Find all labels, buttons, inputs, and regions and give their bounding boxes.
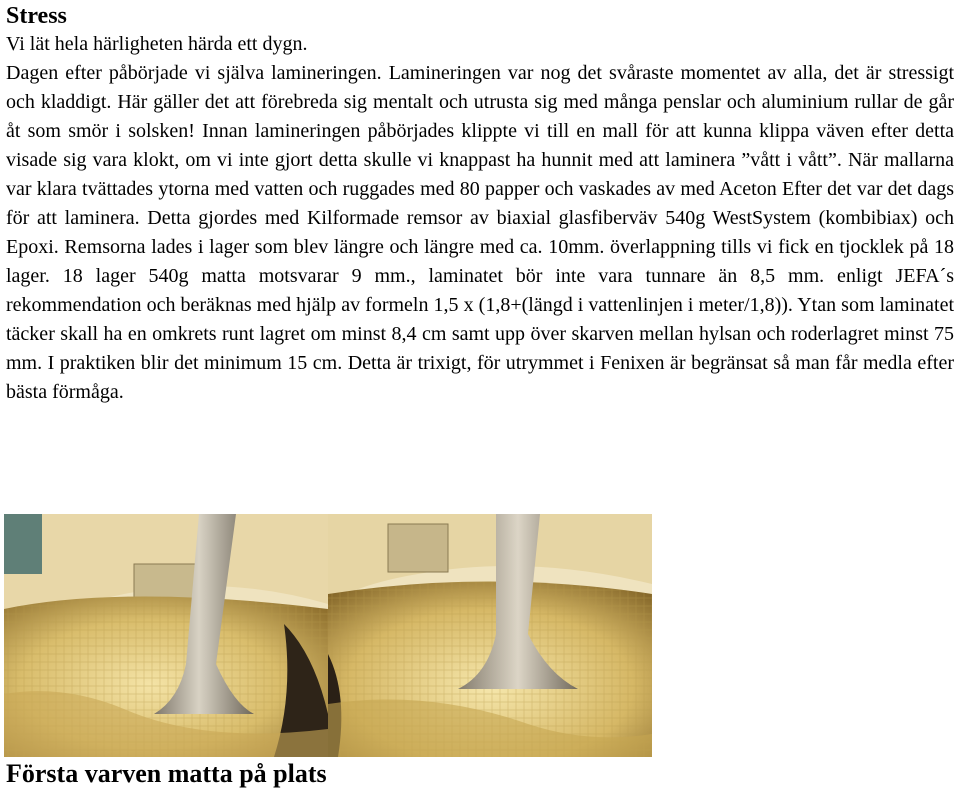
- document-page: [6, 0, 956, 407]
- photo-row: [4, 514, 652, 757]
- body-paragraph: Dagen efter påbörjade vi själva lamineringen. Lamineringen var nog det svåraste momentet av alla, det är stressigt och kladdigt. Här gäller det att förebreda sig mentalt och utrusta sig med många penslar och aluminium rullar de går åt som smör i solsken! Innan lamineringen påbörjades klippte vi till en mall för att kunna klippa väven efter detta visade sig vara klokt, om vi inte gjort detta skulle vi knappast ha hunnit med att laminera ”vått i vått”. När mallarna var klara tvättades ytorna med vatten och ruggades med 80 papper och vaskades av med Aceton Efter det var det dags för att laminera. Detta gjordes med Kilformade remsor av biaxial glasfiberväv 540g WestSystem (kombibiax) och Epoxi. Remsorna lades i lager som blev längre och längre med ca. 10mm. överlappning tills vi fick en tjocklek på 18 lager. 18 lager 540g matta motsvarar 9 mm., laminatet bör inte vara tunnare än 8,5 mm. enligt JEFA´s rekommendation och beräknas med hjälp av formeln 1,5 x (1,8+(längd i vattenlinjen i meter/1,8)). Ytan som laminatet täcker skall ha en omkrets runt lagret om minst 8,4 cm samt upp över skarven mellan hylsan och roderlagret minst 75 mm. I praktiken blir det minimum 15 cm. Detta är trixigt, för utrymmet i Fenixen är begränsat så man får medla efter bästa förmåga.: [6, 62, 954, 403]
- photo-right: [328, 514, 652, 757]
- section-title: Stress: [6, 3, 67, 29]
- intro-line: Vi lät hela härligheten härda ett dygn.: [6, 33, 308, 55]
- fiberglass-photo-right: [328, 514, 652, 757]
- photo-caption: Första varven matta på plats: [6, 759, 327, 788]
- photo-left: [4, 514, 328, 757]
- fiberglass-photo-left: [4, 514, 328, 757]
